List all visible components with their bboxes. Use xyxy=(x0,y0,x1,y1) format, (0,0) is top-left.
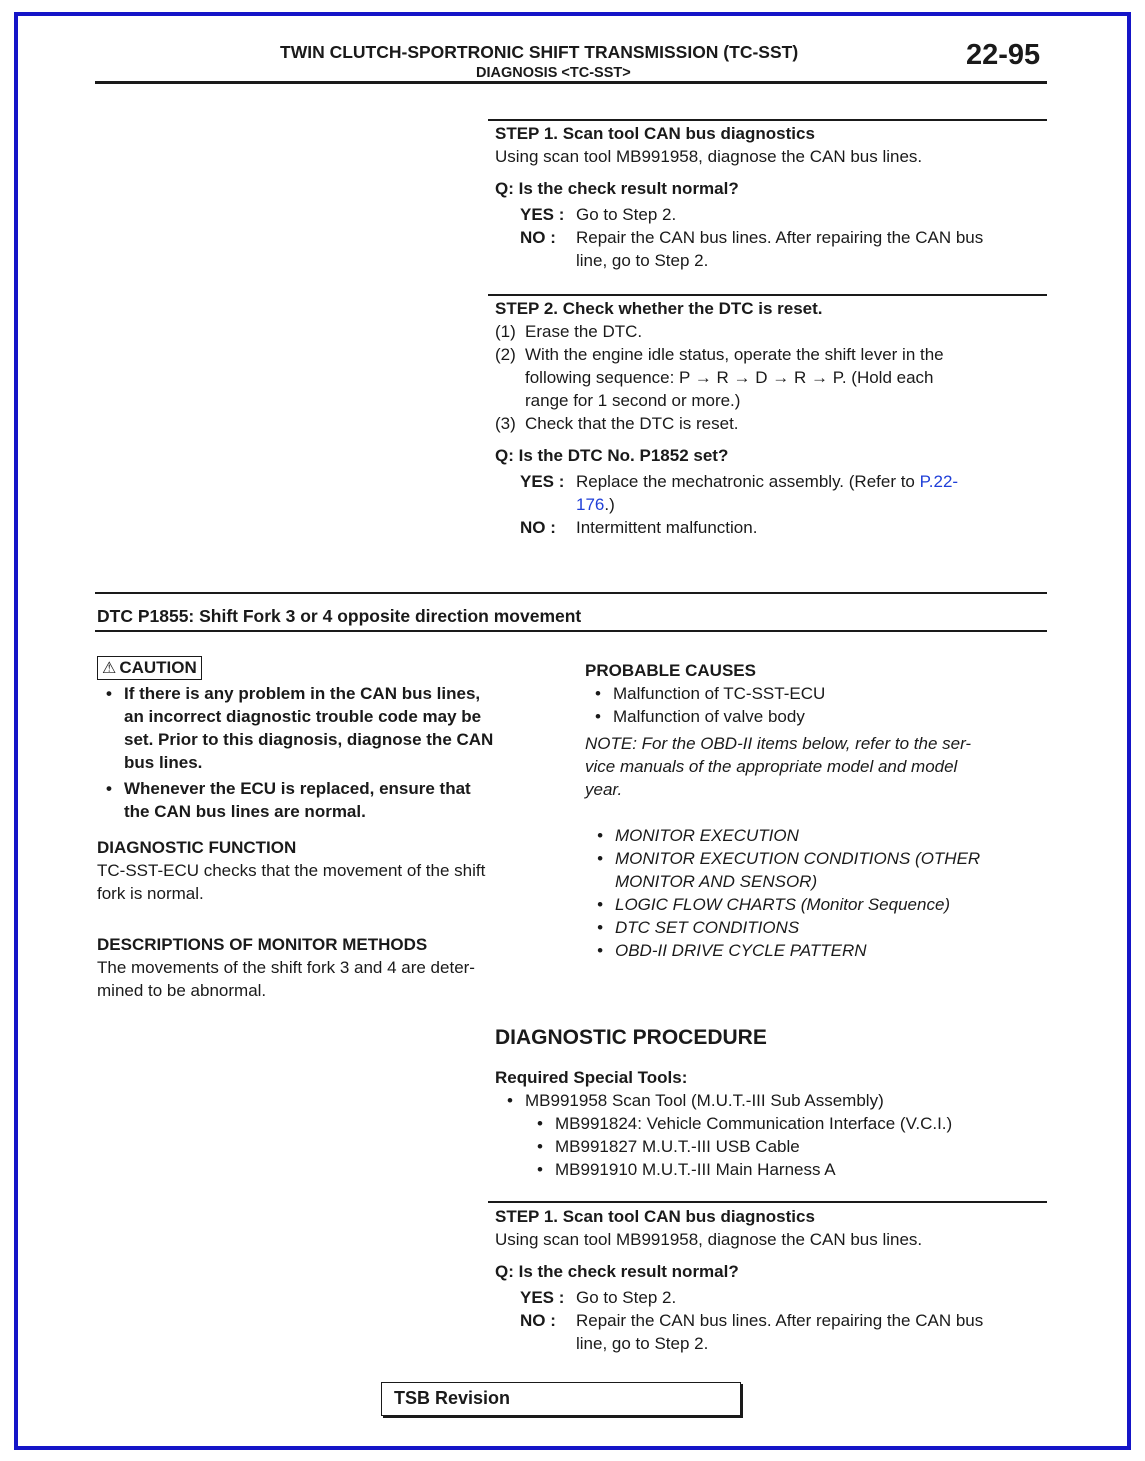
caution-item: • Whenever the ECU is replaced, ensure that the CAN bus lines are normal. xyxy=(104,777,567,823)
obd-item: • MONITOR EXECUTION CONDITIONS (OTHER MONITOR AND SENSOR) xyxy=(595,847,1047,893)
step-question: Q: Is the check result normal? xyxy=(495,1262,739,1281)
obd-item: • LOGIC FLOW CHARTS (Monitor Sequence) xyxy=(595,893,1047,916)
step-item: (1) Erase the DTC. xyxy=(495,322,643,341)
section-text: The movements of the shift fork 3 and 4 are deter- mined to be abnormal. xyxy=(97,958,475,1000)
header-subtitle: DIAGNOSIS <TC-SST> xyxy=(476,65,631,81)
yes-answer: YES : Go to Step 2. xyxy=(520,1288,677,1307)
tool-sub-item: • MB991910 M.U.T.-III Main Harness A xyxy=(535,1158,1050,1181)
tools-heading: Required Special Tools: xyxy=(495,1068,688,1087)
step-rule xyxy=(488,294,1047,296)
obd-item: • DTC SET CONDITIONS xyxy=(595,916,1047,939)
tool-item: • MB991958 Scan Tool (M.U.T.-III Sub Assembly) • MB991824: Vehicle Communication Interface (V.C.I.) • MB991827 M.U.T.-III USB Cable • MB991910 M.U.T.-III Main Harness A xyxy=(505,1089,1050,1181)
warning-triangle-icon: ⚠ xyxy=(102,660,117,677)
step-title: STEP 1. Scan tool CAN bus diagnostics xyxy=(495,124,815,143)
step-question: Q: Is the check result normal? xyxy=(495,179,739,198)
page-reference-link[interactable]: P.22- xyxy=(919,472,959,491)
monitor-methods xyxy=(97,933,567,1002)
page-reference-link[interactable]: 176 xyxy=(576,495,605,514)
no-answer: NO : Repair the CAN bus lines. After repairing the CAN bus line, go to Step 2. xyxy=(520,1311,984,1353)
tsb-revision-label: TSB Revision xyxy=(394,1388,511,1408)
obd-item: • OBD-II DRIVE CYCLE PATTERN xyxy=(595,939,1047,962)
header-rule xyxy=(95,81,1047,84)
diagnostic-function xyxy=(97,836,567,905)
tsb-revision-box xyxy=(381,1382,741,1416)
dtc-rule-top xyxy=(95,592,1047,594)
step-title: STEP 1. Scan tool CAN bus diagnostics xyxy=(495,1207,815,1226)
section-text: TC-SST-ECU checks that the movement of the shift fork is normal. xyxy=(97,861,486,903)
section-heading: DESCRIPTIONS OF MONITOR METHODS xyxy=(97,935,428,954)
section-heading: DIAGNOSTIC FUNCTION xyxy=(97,838,297,857)
procedure-heading: DIAGNOSTIC PROCEDURE xyxy=(495,1026,767,1049)
bottom-step1 xyxy=(495,1205,1050,1355)
yes-answer: YES : Replace the mechatronic assembly. (Refer to P.22- 176.) xyxy=(520,472,959,514)
step-rule xyxy=(488,1201,1047,1203)
page-number: 22-95 xyxy=(966,39,1041,71)
no-answer: NO : Intermittent malfunction. xyxy=(520,518,758,537)
caution-item: • If there is any problem in the CAN bus lines, an incorrect diagnostic trouble code may be set. Prior to this diagnosis, diagnose the CAN bus lines. xyxy=(104,682,567,774)
cause-item: • Malfunction of TC-SST-ECU xyxy=(593,682,1047,705)
dtc-title: DTC P1855: Shift Fork 3 or 4 opposite direction movement xyxy=(97,606,582,626)
tool-sub-item: • MB991827 M.U.T.-III USB Cable xyxy=(535,1135,1050,1158)
yes-answer: YES : Go to Step 2. xyxy=(520,205,677,224)
obd-item: • MONITOR EXECUTION xyxy=(595,824,1047,847)
top-step1 xyxy=(495,122,1050,272)
step-text: Using scan tool MB991958, diagnose the CAN bus lines. xyxy=(495,147,923,166)
obd-note: NOTE: For the OBD-II items below, refer to the ser- vice manuals of the appropriate model and model year. xyxy=(585,734,972,799)
tool-sub-item: • MB991824: Vehicle Communication Interface (V.C.I.) xyxy=(535,1112,1050,1135)
caution-label: ⚠ CAUTION xyxy=(97,656,202,680)
no-answer: NO : Repair the CAN bus lines. After repairing the CAN bus line, go to Step 2. xyxy=(520,228,984,270)
special-tools xyxy=(495,1066,1050,1181)
dtc-rule-bottom xyxy=(95,630,1047,632)
step-text: Using scan tool MB991958, diagnose the CAN bus lines. xyxy=(495,1230,923,1249)
top-step2 xyxy=(495,297,1050,539)
step-item: (3) Check that the DTC is reset. xyxy=(495,414,739,433)
section-heading: PROBABLE CAUSES xyxy=(585,661,756,680)
cause-item: • Malfunction of valve body xyxy=(593,705,1047,728)
step-item: (2) With the engine idle status, operate the shift lever in the following sequence: P → R → D → R → P. (Hold each range for 1 second or more.) xyxy=(495,345,944,410)
probable-causes xyxy=(585,659,1047,962)
step-rule xyxy=(488,119,1047,121)
caution-section xyxy=(97,656,567,823)
step-question: Q: Is the DTC No. P1852 set? xyxy=(495,446,729,465)
step-title: STEP 2. Check whether the DTC is reset. xyxy=(495,299,823,318)
header-title: TWIN CLUTCH-SPORTRONIC SHIFT TRANSMISSION (TC-SST) xyxy=(280,42,799,62)
